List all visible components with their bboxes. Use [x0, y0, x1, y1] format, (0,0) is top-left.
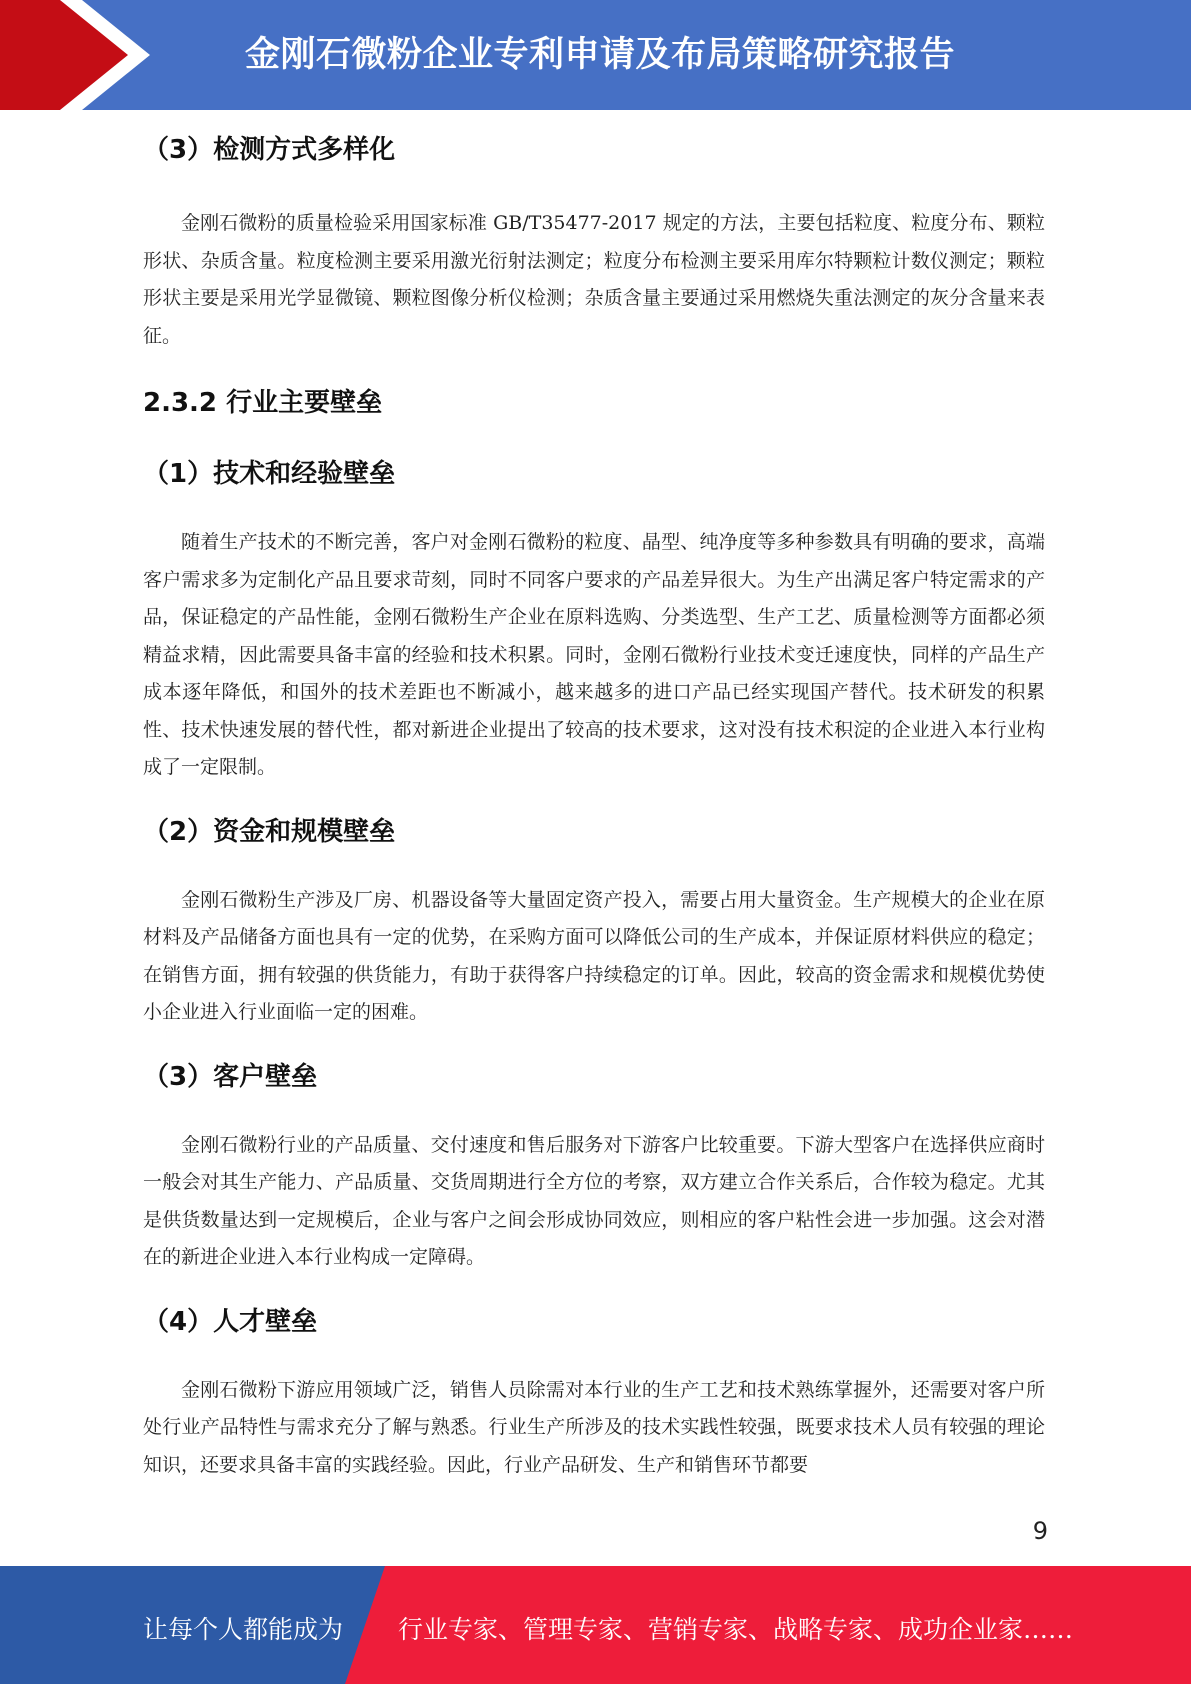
- page-number: 9: [1032, 1517, 1048, 1545]
- subheading-capital-barrier: （2）资金和规模壁垒: [143, 816, 396, 847]
- subheading-customer-barrier: （3）客户壁垒: [143, 1061, 318, 1092]
- paragraph-detection-methods: 金刚石微粉的质量检验采用国家标准 GB/T35477-2017 规定的方法，主要包括粒度、粒度分布、颗粒形状、杂质含量。粒度检测主要采用激光衍射法测定；粒度分布检测主要采用库尔特颗粒计数仪测定；颗粒形状主要是采用光学显微镜、颗粒图像分析仪检测；杂质含量主要通过采用燃烧失重法测定的灰分含量来表征。: [143, 212, 1045, 347]
- document-body: [143, 127, 1045, 1484]
- subheading-detection-methods: （3）检测方式多样化: [143, 135, 396, 165]
- paragraph-capital-barrier: 金刚石微粉生产涉及厂房、机器设备等大量固定资产投入，需要占用大量资金。生产规模大的企业在原材料及产品储备方面也具有一定的优势，在采购方面可以降低公司的生产成本，并保证原材料供应的稳定；在销售方面，拥有较强的供货能力，有助于获得客户持续稳定的订单。因此，较高的资金需求和规模优势使小企业进入行业面临一定的困难。: [143, 888, 1045, 1023]
- subheading-technology-barrier: （1）技术和经验壁垒: [143, 459, 396, 489]
- paragraph-talent-barrier: 金刚石微粉下游应用领域广泛，销售人员除需对本行业的生产工艺和技术熟练掌握外，还需要对客户所处行业产品特性与需求充分了解与熟悉。行业生产所涉及的技术实践性较强，既要求技术人员有较强的理论知识，还要求具备丰富的实践经验。因此，行业产品研发、生产和销售环节都要: [143, 1378, 1045, 1476]
- section-heading-industry-barriers: 2.3.2 行业主要壁垒: [143, 388, 383, 418]
- subheading-talent-barrier: （4）人才壁垒: [143, 1306, 318, 1337]
- paragraph-customer-barrier: 金刚石微粉行业的产品质量、交付速度和售后服务对下游客户比较重要。下游大型客户在选择供应商时一般会对其生产能力、产品质量、交货周期进行全方位的考察，双方建立合作关系后，合作较为稳定。尤其是供货数量达到一定规模后，企业与客户之间会形成协同效应，则相应的客户粘性会进一步加强。这会对潜在的新进企业进入本行业构成一定障碍。: [143, 1133, 1045, 1268]
- paragraph-technology-barrier: 随着生产技术的不断完善，客户对金刚石微粉的粒度、晶型、纯净度等多种参数具有明确的要求，高端客户需求多为定制化产品且要求苛刻，同时不同客户要求的产品差异很大。为生产出满足客户特定需求的产品，保证稳定的产品性能，金刚石微粉生产企业在原料选购、分类选型、生产工艺、质量检测等方面都必须精益求精，因此需要具备丰富的经验和技术积累。同时，金刚石微粉行业技术变迁速度快，同样的产品生产成本逐年降低，和国外的技术差距也不断减小，越来越多的进口产品已经实现国产替代。技术研发的积累性、技术快速发展的替代性，都对新进企业提出了较高的技术要求，这对没有技术积淀的企业进入本行业构成了一定限制。: [143, 531, 1045, 778]
- header-chevron-graphic: [0, 0, 260, 110]
- footer-slogan-left: 让每个人都能成为: [143, 1615, 344, 1644]
- page-header: [0, 0, 1191, 110]
- footer-slogan-right: 行业专家、管理专家、营销专家、战略专家、成功企业家……: [398, 1615, 1074, 1644]
- report-title: 金刚石微粉企业专利申请及布局策略研究报告: [245, 35, 956, 75]
